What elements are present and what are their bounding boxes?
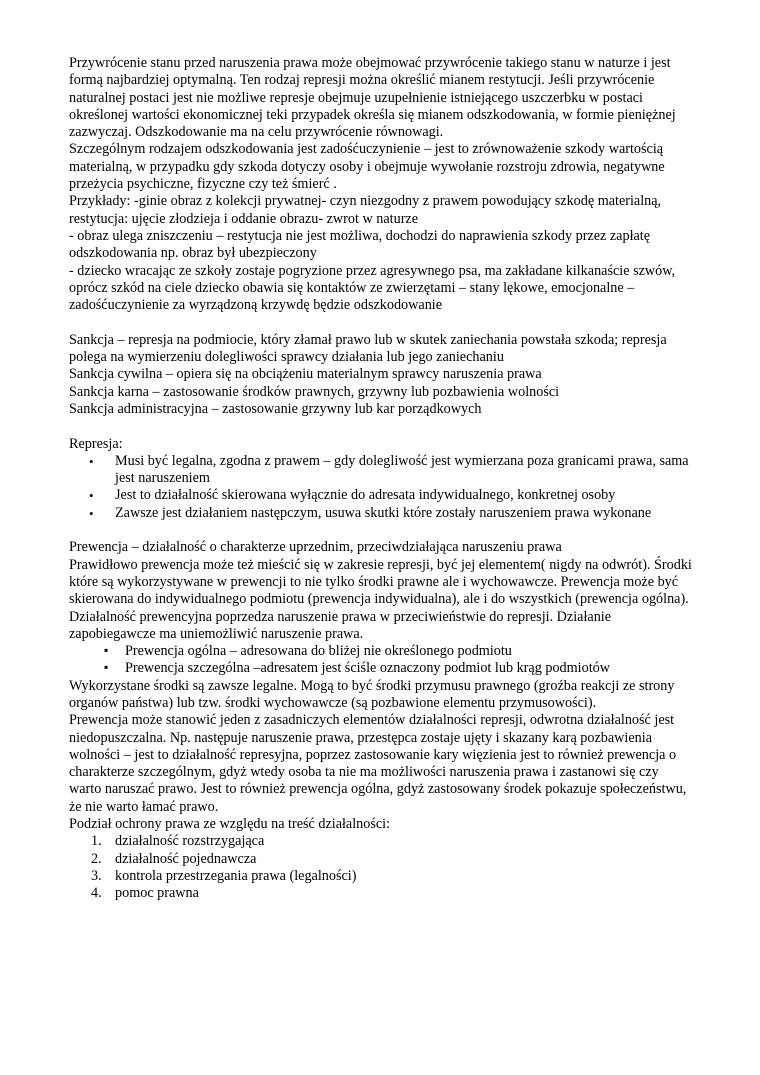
list-item-text: pomoc prawna	[115, 885, 199, 902]
list-item	[69, 885, 694, 902]
paragraph-prewencja-represja: Prewencja może stanowić jeden z zasadniczych elementów działalności represji, odwrotna działalność jest niedopuszczalna. Np. następuje naruszenie prawa, przestępca zostaje ujęty i skazany karą pozbawienia wolności – jest to działalność represyjna, poprzez zastosowanie kary więzienia jest to również prewencja o charakterze szczególnym, gdyż wtedy osoba ta nie ma możliwości naruszenia prawa i zastanowi się czy warto naruszać prawo. Jest to również prewencja ogólna, gdyż zastosowany środek pokazuje społeczeństwu, że nie warto łamać prawo.	[69, 712, 687, 815]
list-item-text: Prewencja ogólna – adresowana do bliżej nie określonego podmiotu	[125, 643, 512, 660]
list-item-text: Jest to działalność skierowana wyłącznie do adresata indywidualnego, konkretnej osoby	[115, 487, 616, 504]
paragraph-przyklad-obraz: - obraz ulega zniszczeniu – restytucja nie jest możliwa, dochodzi do naprawienia szkody przez zapłatę odszkodowania np. obraz był ubezpieczony	[69, 227, 651, 262]
paragraph-prewencja: Prewencja – działalność o charakterze uprzednim, przeciwdziałająca naruszeniu prawa	[69, 539, 562, 556]
square-bullet-icon: ▪	[104, 660, 109, 675]
list-item-text: działalność rozstrzygająca	[115, 833, 265, 850]
paragraph-sankcja-cywilna: Sankcja cywilna – opiera się na obciążeniu materialnym sprawcy naruszenia prawa	[69, 366, 542, 383]
list-item-text: Zawsze jest działaniem następczym, usuwa skutki które zostały naruszeniem prawa wykonane	[115, 504, 652, 521]
paragraph-przyklad-dziecko: - dziecko wracając ze szkoły zostaje pogryzione przez agresywnego psa, ma zakładane kilkanaście szwów, oprócz szkód na ciele dziecko obawia się kontaktów ze zwierzętami – stany lękowe, emocjonalne – zadośćuczynienie za wyrządzoną krzywdę będzie odszkodowanie	[69, 262, 676, 314]
podzial-list	[69, 833, 694, 902]
list-item	[69, 868, 694, 885]
list-item	[69, 833, 694, 850]
heading-represja: Represja:	[69, 435, 123, 452]
list-item-text: Musi być legalna, zgodna z prawem – gdy dolegliwość jest wymierzana poza granicami prawa, sama jest naruszeniem	[115, 452, 689, 487]
paragraph-zadoscuczynienie: Szczególnym rodzajem odszkodowania jest zadośćuczynienie – jest to zrównoważenie szkody wartością materialną, w przypadku gdy szkoda dotyczy osoby i obejmuje wywołanie rozstroju zdrowia, negatywne przeżycia psychiczne, fizyczne czy też śmierć .	[69, 141, 665, 193]
square-bullet-icon: ▪	[104, 643, 109, 658]
paragraph-restytucja: Przywrócenie stanu przed naruszenia prawa może obejmować przywrócenie takiego stanu w naturze i jest formą najbardziej optymalną. Ten rodzaj represji można określić mianem restytucji. Jeśli przywrócenie naturalnej postaci jest nie możliwe represje obejmuje uzupełnienie istniejącego uszczerbku w postaci określonej wartości ekonomicznej teki przypadek określa się mianem odszkodowania, w formie pieniężnej zazwyczaj. Odszkodowanie ma na celu przywrócenie równowagi.	[69, 55, 676, 141]
list-item-text: działalność pojednawcza	[115, 850, 257, 867]
paragraph-sankcja-karna: Sankcja karna – zastosowanie środków prawnych, grzywny lub pozbawienia wolności	[69, 383, 560, 400]
list-number: 1.	[91, 833, 102, 850]
list-item	[69, 660, 694, 677]
paragraph-sankcja: Sankcja – represja na podmiocie, który złamał prawo lub w skutek zaniechania powstała szkoda; represja polega na wymierzeniu dolegliwości sprawcy działania lub jego zaniechaniu	[69, 331, 667, 366]
paragraph-podzial: Podział ochrony prawa ze względu na treść działalności:	[69, 816, 391, 833]
list-item	[69, 487, 694, 504]
represja-list	[69, 453, 694, 522]
document-body	[69, 55, 694, 903]
list-item-text: Prewencja szczególna –adresatem jest ściśle oznaczony podmiot lub krąg podmiotów	[125, 660, 610, 677]
bullet-icon: •	[89, 505, 94, 521]
list-item	[69, 453, 694, 488]
paragraph-sankcja-administracyjna: Sankcja administracyjna – zastosowanie grzywny lub kar porządkowych	[69, 400, 482, 417]
list-number: 4.	[91, 885, 102, 902]
bullet-icon: •	[89, 453, 94, 469]
list-item	[69, 643, 694, 660]
bullet-icon: •	[89, 488, 94, 504]
list-number: 2.	[91, 850, 102, 867]
list-item-text: kontrola przestrzegania prawa (legalności)	[115, 867, 357, 884]
blank-line	[69, 314, 694, 331]
blank-line	[69, 522, 694, 539]
list-item	[69, 505, 694, 522]
paragraph-srodki-legalne: Wykorzystane środki są zawsze legalne. Mogą to być środki przymusu prawnego (groźba reakcji ze strony organów państwa) lub tzw. środki wychowawcze (są pozbawione elementu przymusowości).	[69, 677, 675, 711]
list-number: 3.	[91, 867, 102, 884]
prewencja-list	[69, 643, 694, 678]
list-item	[69, 851, 694, 868]
paragraph-prewencja-srodki: Prawidłowo prewencja może też mieścić się w zakresie represji, być jej elementem( nigdy na odwrót). Środki które są wykorzystywane w prewencji to nie tylko środki prawne ale i wychowawcze. Prewencja może być skierowana do indywidualnego podmiotu (prewencja indywidualna), ale i do wszystkich (prewencja ogólna).	[69, 556, 692, 608]
paragraph-prewencja-dzialalnosc: Działalność prewencyjna poprzedza naruszenie prawa w przeciwieństwie do represji. Działanie zapobiegawcze ma uniemożliwić naruszenie prawa.	[69, 608, 612, 642]
paragraph-przyklady: Przykłady: -ginie obraz z kolekcji prywatnej- czyn niezgodny z prawem powodujący szkodę materialną, restytucja: ujęcie złodzieja i oddanie obrazu- zwrot w naturze	[69, 193, 662, 227]
blank-line	[69, 418, 694, 435]
